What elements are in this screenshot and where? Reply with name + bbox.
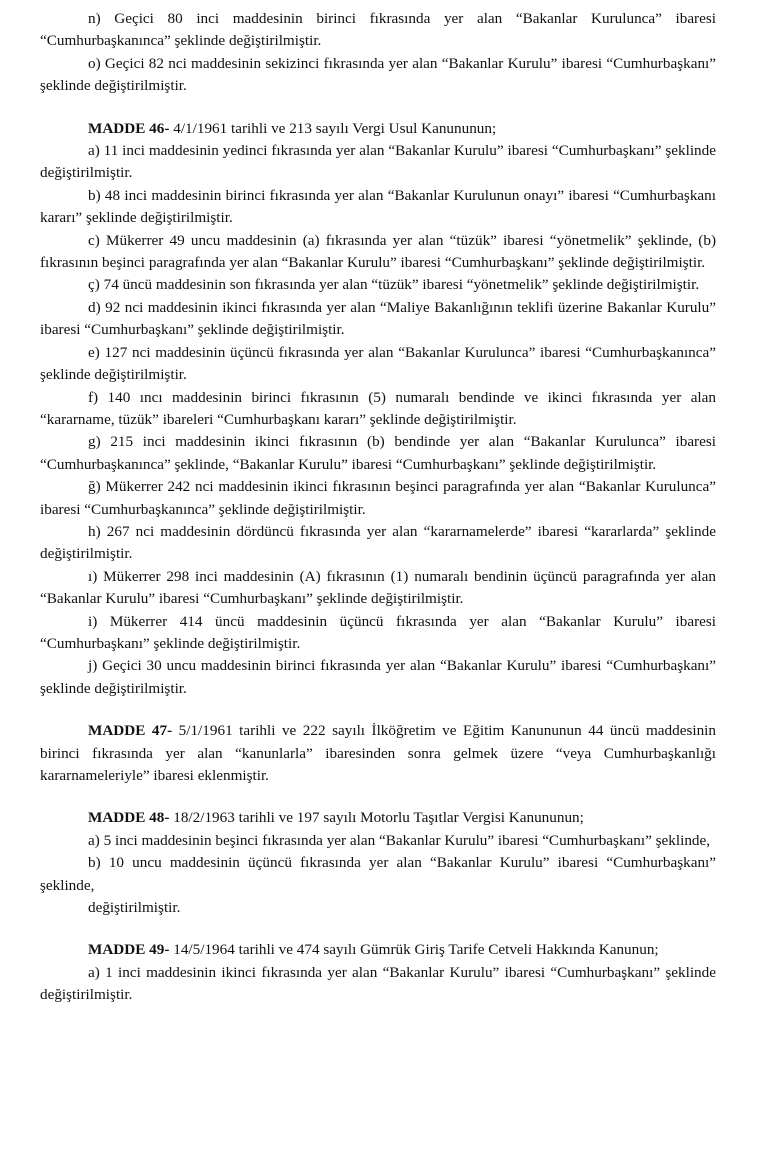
article-46-clause-i: i) Mükerrer 414 üncü maddesinin üçüncü fıkrasında yer alan “Bakanlar Kurulu” ibaresi “Cumhurbaşkanı” şeklinde değiştirilmiştir.	[40, 612, 716, 652]
article-46-intro	[40, 118, 716, 140]
article-48	[40, 807, 716, 919]
article-49-heading: MADDE 49-	[88, 941, 170, 959]
article-46-clause-c: c) Mükerrer 49 uncu maddesinin (a) fıkrasında yer alan “tüzük” ibaresi “yönetmelik” şeklinde, (b) fıkrasının beşinci paragrafında yer alan “Bakanlar Kurulu” ibaresi “Cumhurbaşkanı” şeklinde değiştirilmiştir.	[40, 231, 716, 272]
article-49-intro-text: 14/5/1964 tarihli ve 474 sayılı Gümrük Giriş Tarife Cetveli Hakkında Kanunun;	[169, 941, 659, 959]
article-46-clause-d: d) 92 nci maddesinin ikinci fıkrasında yer alan “Maliye Bakanlığının teklifi üzerine Bakanlar Kurulu” ibaresi “Cumhurbaşkanı” şeklinde değiştirilmiştir.	[40, 298, 716, 339]
article-46-clause-j: j) Geçici 30 uncu maddesinin birinci fıkrasında yer alan “Bakanlar Kurulu” ibaresi “Cumhurbaşkanı” şeklinde değiştirilmiştir.	[40, 657, 716, 697]
article-48-heading: MADDE 48-	[88, 809, 170, 827]
article-46-heading: MADDE 46-	[88, 119, 170, 137]
clause-n: n) Geçici 80 inci maddesinin birinci fıkrasında yer alan “Bakanlar Kurulunca” ibaresi “Cumhurbaşkanınca” şeklinde değiştirilmiştir.	[40, 10, 716, 50]
article-46-clause-gg: ğ) Mükerrer 242 nci maddesinin ikinci fıkrasının beşinci paragrafında yer alan “Bakanlar Kurulunca” ibaresi “Cumhurbaşkanınca” şeklinde değiştirilmiştir.	[40, 478, 716, 518]
article-49	[40, 939, 716, 1006]
article-46	[40, 118, 716, 701]
article-47-text	[40, 720, 716, 787]
article-46-clause-e: e) 127 nci maddesinin üçüncü fıkrasında yer alan “Bakanlar Kurulunca” ibaresi “Cumhurbaşkanınca” şeklinde değiştirilmiştir.	[40, 343, 716, 384]
clause-o: o) Geçici 82 nci maddesinin sekizinci fıkrasında yer alan “Bakanlar Kurulu” ibaresi “Cumhurbaşkanı” şeklinde değiştirilmiştir.	[40, 54, 716, 95]
article-46-clause-b: b) 48 inci maddesinin birinci fıkrasında yer alan “Bakanlar Kurulunun onayı” ibaresi “Cumhurbaşkanı kararı” şeklinde değiştirilmiştir.	[40, 186, 716, 227]
article-48-closing: değiştirilmiştir.	[88, 899, 181, 917]
article-48-clause-a: a) 5 inci maddesinin beşinci fıkrasında yer alan “Bakanlar Kurulu” ibaresi “Cumhurbaşkanı” şeklinde,	[88, 831, 711, 849]
continuation-block	[40, 8, 716, 98]
article-48-clause-b: b) 10 uncu maddesinin üçüncü fıkrasında yer alan “Bakanlar Kurulu” ibaresi “Cumhurbaşkanı” şeklinde,	[40, 854, 716, 894]
article-46-intro-text: 4/1/1961 tarihli ve 213 sayılı Vergi Usul Kanununun;	[169, 119, 497, 137]
article-47	[40, 720, 716, 787]
article-46-clause-cc: ç) 74 üncü maddesinin son fıkrasında yer alan “tüzük” ibaresi “yönetmelik” şeklinde değiştirilmiştir.	[88, 276, 700, 294]
article-46-clause-a: a) 11 inci maddesinin yedinci fıkrasında yer alan “Bakanlar Kurulu” ibaresi “Cumhurbaşkanı” şeklinde değiştirilmiştir.	[40, 142, 716, 182]
article-47-heading: MADDE 47-	[88, 722, 173, 740]
article-46-clause-ii: ı) Mükerrer 298 inci maddesinin (A) fıkrasının (1) numaralı bendinin üçüncü paragrafında yer alan “Bakanlar Kurulu” ibaresi “Cumhurbaşkanı” şeklinde değiştirilmiştir.	[40, 567, 716, 608]
article-49-clause-a: a) 1 inci maddesinin ikinci fıkrasında yer alan “Bakanlar Kurulu” ibaresi “Cumhurbaşkanı” şeklinde değiştirilmiştir.	[40, 963, 716, 1004]
article-48-intro	[40, 807, 716, 829]
article-47-intro-text: 5/1/1961 tarihli ve 222 sayılı İlköğretim ve Eğitim Kanununun 44 üncü maddesinin birinci fıkrasında yer alan “kanunlarla” ibaresinden sonra gelmek üzere “veya Cumhurbaşkanlığı kararnameleriyle” ibaresi eklenmiştir.	[40, 722, 716, 784]
article-46-clause-f: f) 140 ıncı maddesinin birinci fıkrasının (5) numaralı bendinde ve ikinci fıkrasında yer alan “kararname, tüzük” ibareleri “Cumhurbaşkanı kararı” şeklinde değiştirilmiştir.	[40, 388, 716, 428]
article-48-intro-text: 18/2/1963 tarihli ve 197 sayılı Motorlu Taşıtlar Vergisi Kanununun;	[169, 809, 584, 827]
article-46-clause-h: h) 267 nci maddesinin dördüncü fıkrasında yer alan “kararnamelerde” ibaresi “kararlarda” şeklinde değiştirilmiştir.	[40, 522, 716, 563]
article-46-clause-g: g) 215 inci maddesinin ikinci fıkrasının (b) bendinde yer alan “Bakanlar Kurulunca” ibaresi “Cumhurbaşkanınca” şeklinde, “Bakanlar Kurulu” ibaresi “Cumhurbaşkanı” şeklinde değiştirilmiştir.	[40, 433, 716, 473]
article-49-intro	[40, 939, 716, 961]
